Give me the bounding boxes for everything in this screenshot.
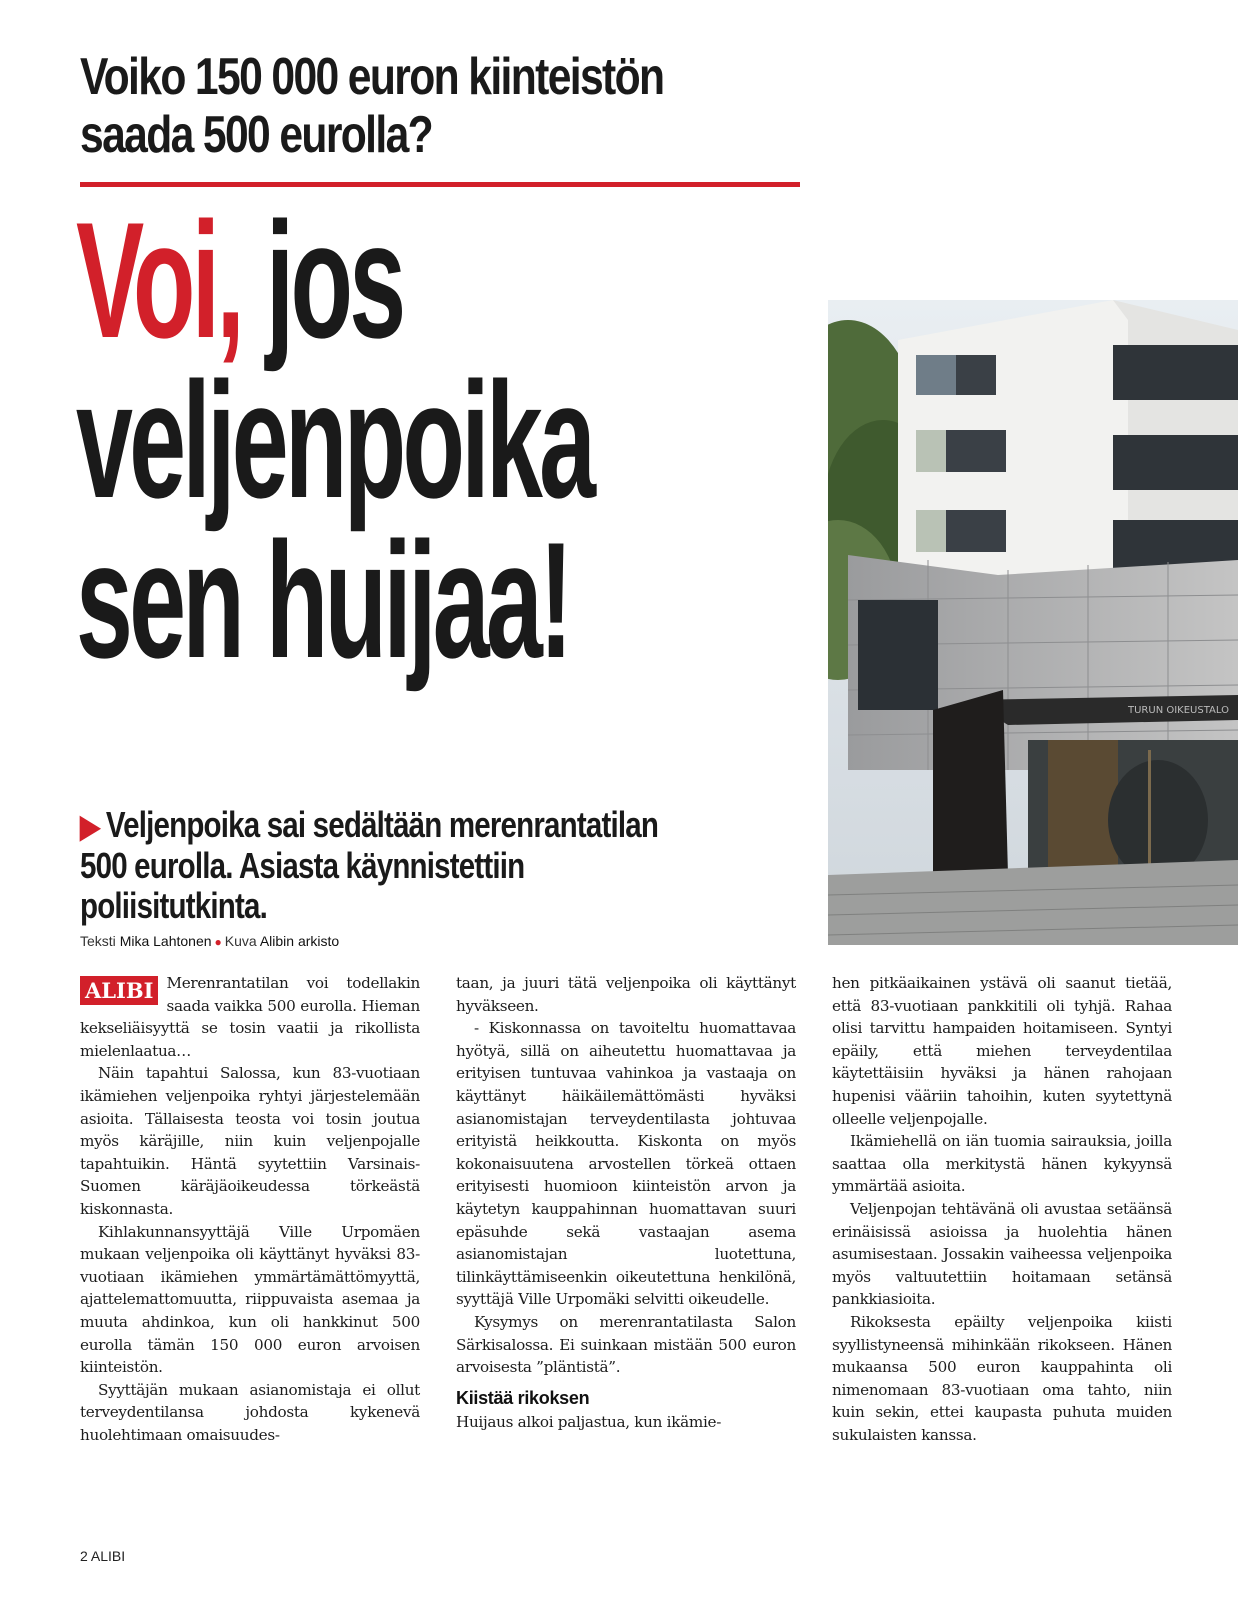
kicker-line-2: saada 500 eurolla? [80, 106, 433, 164]
paragraph: hen pitkäaikainen ystävä oli saanut tietää, että 83-vuotiaan pankkitili oli tyhjä. Rahaa olisi tarvittu hampaiden hoitamiseen. Syntyi epäily, että miehen terveydentilaa käytettäisiin hyväksi ja hänen rahojaan hupenisi vääriin tahoihin, kuten syytettynä olleelle veljenpojalle. [832, 974, 1172, 1128]
byline-photo-label: Kuva [224, 933, 257, 949]
lede-line-2: 500 eurolla. Asiasta käynnistettiin [80, 845, 525, 886]
paragraph: Ikämiehellä on iän tuomia sairauksia, joilla saattaa olla merkitystä hänen kykyynsä ymmärtää asioita. [832, 1132, 1172, 1196]
building-photo-illustration [828, 300, 1238, 945]
paragraph: Rikoksesta epäilty veljenpoika kiisti syyllistyneensä mihinkään rikokseen. Hänen mukaansa 500 euron kauppahinta oli nimenomaan 83-vuotiaan oma tahto, niin kuin sekin, ettei kaupasta puhuta muiden sukulaisten kanssa. [832, 1312, 1172, 1444]
headline [76, 188, 593, 692]
kicker-question [80, 48, 810, 164]
headline-line-2: veljenpoika [76, 348, 593, 532]
lede-line-1-text: Veljenpoika sai sedältään merenrantatilan [105, 804, 659, 845]
paragraph: - Kiskonnassa on tavoiteltu huomattavaa hyötyä, sillä on aiheutettu huomattavaa ja erityisen tuntuvaa vahinkoa ja vastaaja on käyttänyt häikäilemättömästi hyväksi asianomistajan terveydentilasta johtuvaa erityistä heikkoutta. Kiskonta on myös kokonaisuutena arvostellen törkeä ottaen erityisesti huomioon kiinteistön arvon ja käytetyn kauppahinnan huomattavan suuri epäsuhde sekä vastaajan asema asianomistajan luotettuna, tilinkäyttämiseenkin oikeutettuna henkilönä, syyttäjä Ville Urpomäki selvitti oikeudelle. [456, 1019, 796, 1309]
body-column-3 [832, 972, 1172, 1446]
body-column-2 [456, 972, 796, 1434]
headline-line-1-rest: jos [241, 188, 403, 372]
byline-author: Mika Lahtonen [119, 933, 212, 949]
red-rule-divider [80, 182, 800, 187]
headline-line-1 [76, 188, 592, 372]
headline-red-word: Voi, [76, 188, 242, 372]
lede-line-1 [80, 805, 769, 846]
lede-summary [80, 805, 769, 926]
byline-photo-credit: Alibin arkisto [259, 933, 340, 949]
headline-line-3: sen huijaa! [76, 508, 570, 692]
paragraph: Huijaus alkoi paljastua, kun ikämie- [456, 1413, 722, 1432]
courthouse-photo [828, 300, 1238, 945]
kicker-line-1: Voiko 150 000 euron kiinteistön [80, 48, 664, 106]
triangle-bullet-icon: ▶ [80, 808, 100, 844]
red-dot-icon: ● [214, 935, 222, 949]
lede-line-3: poliisitutkinta. [80, 885, 267, 926]
subheading: Kiistää rikoksen [456, 1387, 590, 1408]
paragraph: Kysymys on merenrantatilasta Salon Särkisalossa. Ei suinkaan mistään 500 euron arvoisesta ”pläntistä”. [456, 1312, 796, 1377]
paragraph: Veljenpojan tehtävänä oli avustaa setäänsä erinäisissä asioissa ja huolehtia hänen asumisestaan. Jossakin vaiheessa veljenpoika myös valtuutettiin hoitamaan setänsä pankkiasioita. [832, 1199, 1172, 1309]
paragraph [80, 972, 420, 1062]
paragraph: Syyttäjän mukaan asianomistaja ei ollut terveydentilansa johdosta kykenevä huolehtimaan omaisuudes- [80, 1380, 420, 1444]
page-folio: 2 ALIBI [80, 1548, 126, 1564]
paragraph: Näin tapahtui Salossa, kun 83-vuotiaan ikämiehen veljenpoika ryhtyi järjestelemään asioita. Tällaisesta teosta voi tosin joutua myös käräjille, niin kuin veljenpojalle tapahtuikin. Häntä syytettiin Varsinais-Suomen käräjäoikeudessa törkeästä kiskonnasta. [80, 1064, 420, 1218]
alibi-logo: ALIBI [80, 976, 158, 1005]
body-column-1 [80, 972, 420, 1446]
byline-text-label: Teksti [80, 933, 116, 949]
paragraph: Kihlakunnansyyttäjä Ville Urpomäen mukaan veljenpoika oli käyttänyt hyväksi 83-vuotiaan ikämiehen ymmärtämättömyyttä, ajattelemattomuutta, riippuvaista asemaa ja muuta ahdinkoa, kun oli hankkinut 500 eurolla tämän 150 000 euron arvoisen kiinteistön. [80, 1222, 420, 1377]
paragraph: taan, ja juuri tätä veljenpoika oli käyttänyt hyväkseen. [456, 974, 796, 1015]
byline [80, 933, 339, 949]
courthouse-sign: TURUN OIKEUSTALO [1128, 705, 1229, 716]
paragraph-text: Merenrantatilan voi todellakin saada vaikka 500 eurolla. Hieman kekseliäisyyttä se tosin vaatii ja rikollista mielenlaatua… [80, 974, 420, 1060]
